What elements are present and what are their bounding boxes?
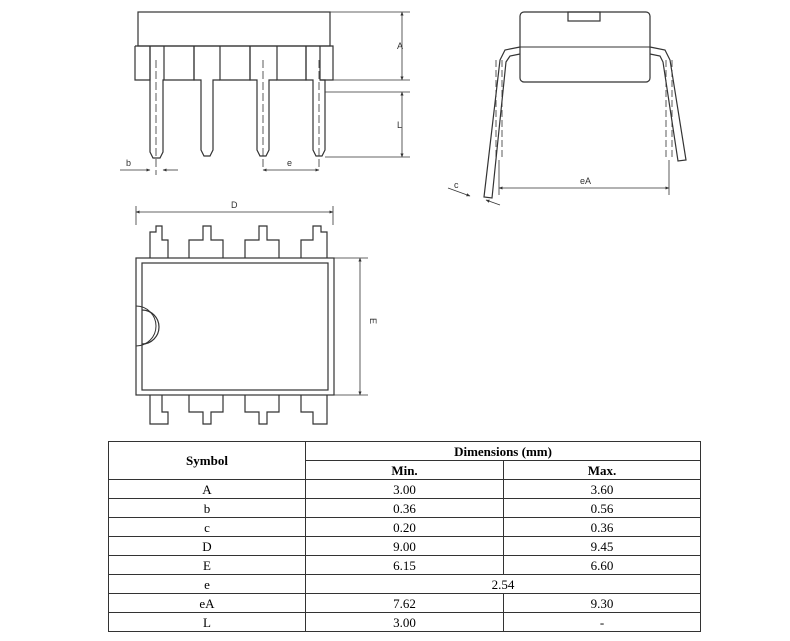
row-value: 2.54 [306,575,701,594]
table-row [109,499,701,518]
label-eA: eA [580,176,592,186]
row-min: 9.00 [306,537,504,556]
bottom-pin-1 [150,395,168,424]
row-symbol: A [109,480,306,499]
row-symbol: eA [109,594,306,613]
row-max: 6.60 [504,556,701,575]
max-header: Max. [504,461,701,480]
label-D: D [231,200,238,210]
side-lead-right [650,47,686,161]
top-view [136,206,368,424]
row-max: 3.60 [504,480,701,499]
row-max: 9.30 [504,594,701,613]
top-body-outer [136,258,334,395]
row-max: 0.36 [504,518,701,537]
top-pin-3 [245,226,279,258]
row-max: 0.56 [504,499,701,518]
row-symbol: D [109,537,306,556]
top-pin-4 [301,226,327,258]
table-row [109,518,701,537]
row-max: 9.45 [504,537,701,556]
top-pin-2 [189,226,223,258]
row-symbol: E [109,556,306,575]
front-view [120,12,410,175]
top-body-inner [142,263,328,390]
side-notch [568,12,600,21]
top-pin-1 [150,226,168,258]
table-row [109,480,701,499]
bottom-pin-3 [245,395,279,424]
dimensions-table [108,441,701,632]
table-row [109,613,701,632]
front-pin-3 [250,46,277,156]
row-min: 0.36 [306,499,504,518]
row-min: 6.15 [306,556,504,575]
row-min: 3.00 [306,480,504,499]
label-c: c [454,180,459,190]
side-view [448,12,686,205]
front-pin-2 [194,46,220,156]
min-header: Min. [306,461,504,480]
row-symbol: L [109,613,306,632]
row-symbol: c [109,518,306,537]
front-body-top [138,12,330,46]
row-symbol: b [109,499,306,518]
bottom-pin-4 [301,395,327,424]
row-max: - [504,613,701,632]
label-E: E [368,318,378,325]
table-row [109,537,701,556]
label-A: A [397,41,404,51]
front-body-base [135,46,333,80]
label-e: e [287,158,293,168]
dimensions-header: Dimensions (mm) [306,442,701,461]
front-pin-4 [306,46,325,156]
front-pin-1 [150,46,164,158]
row-min: 3.00 [306,613,504,632]
bottom-pin-2 [189,395,223,424]
row-min: 0.20 [306,518,504,537]
symbol-header: Symbol [109,442,306,480]
table-row [109,556,701,575]
table-row [109,594,701,613]
row-symbol: e [109,575,306,594]
table-row [109,575,701,594]
label-b: b [126,158,132,168]
label-L: L [397,120,403,130]
row-min: 7.62 [306,594,504,613]
